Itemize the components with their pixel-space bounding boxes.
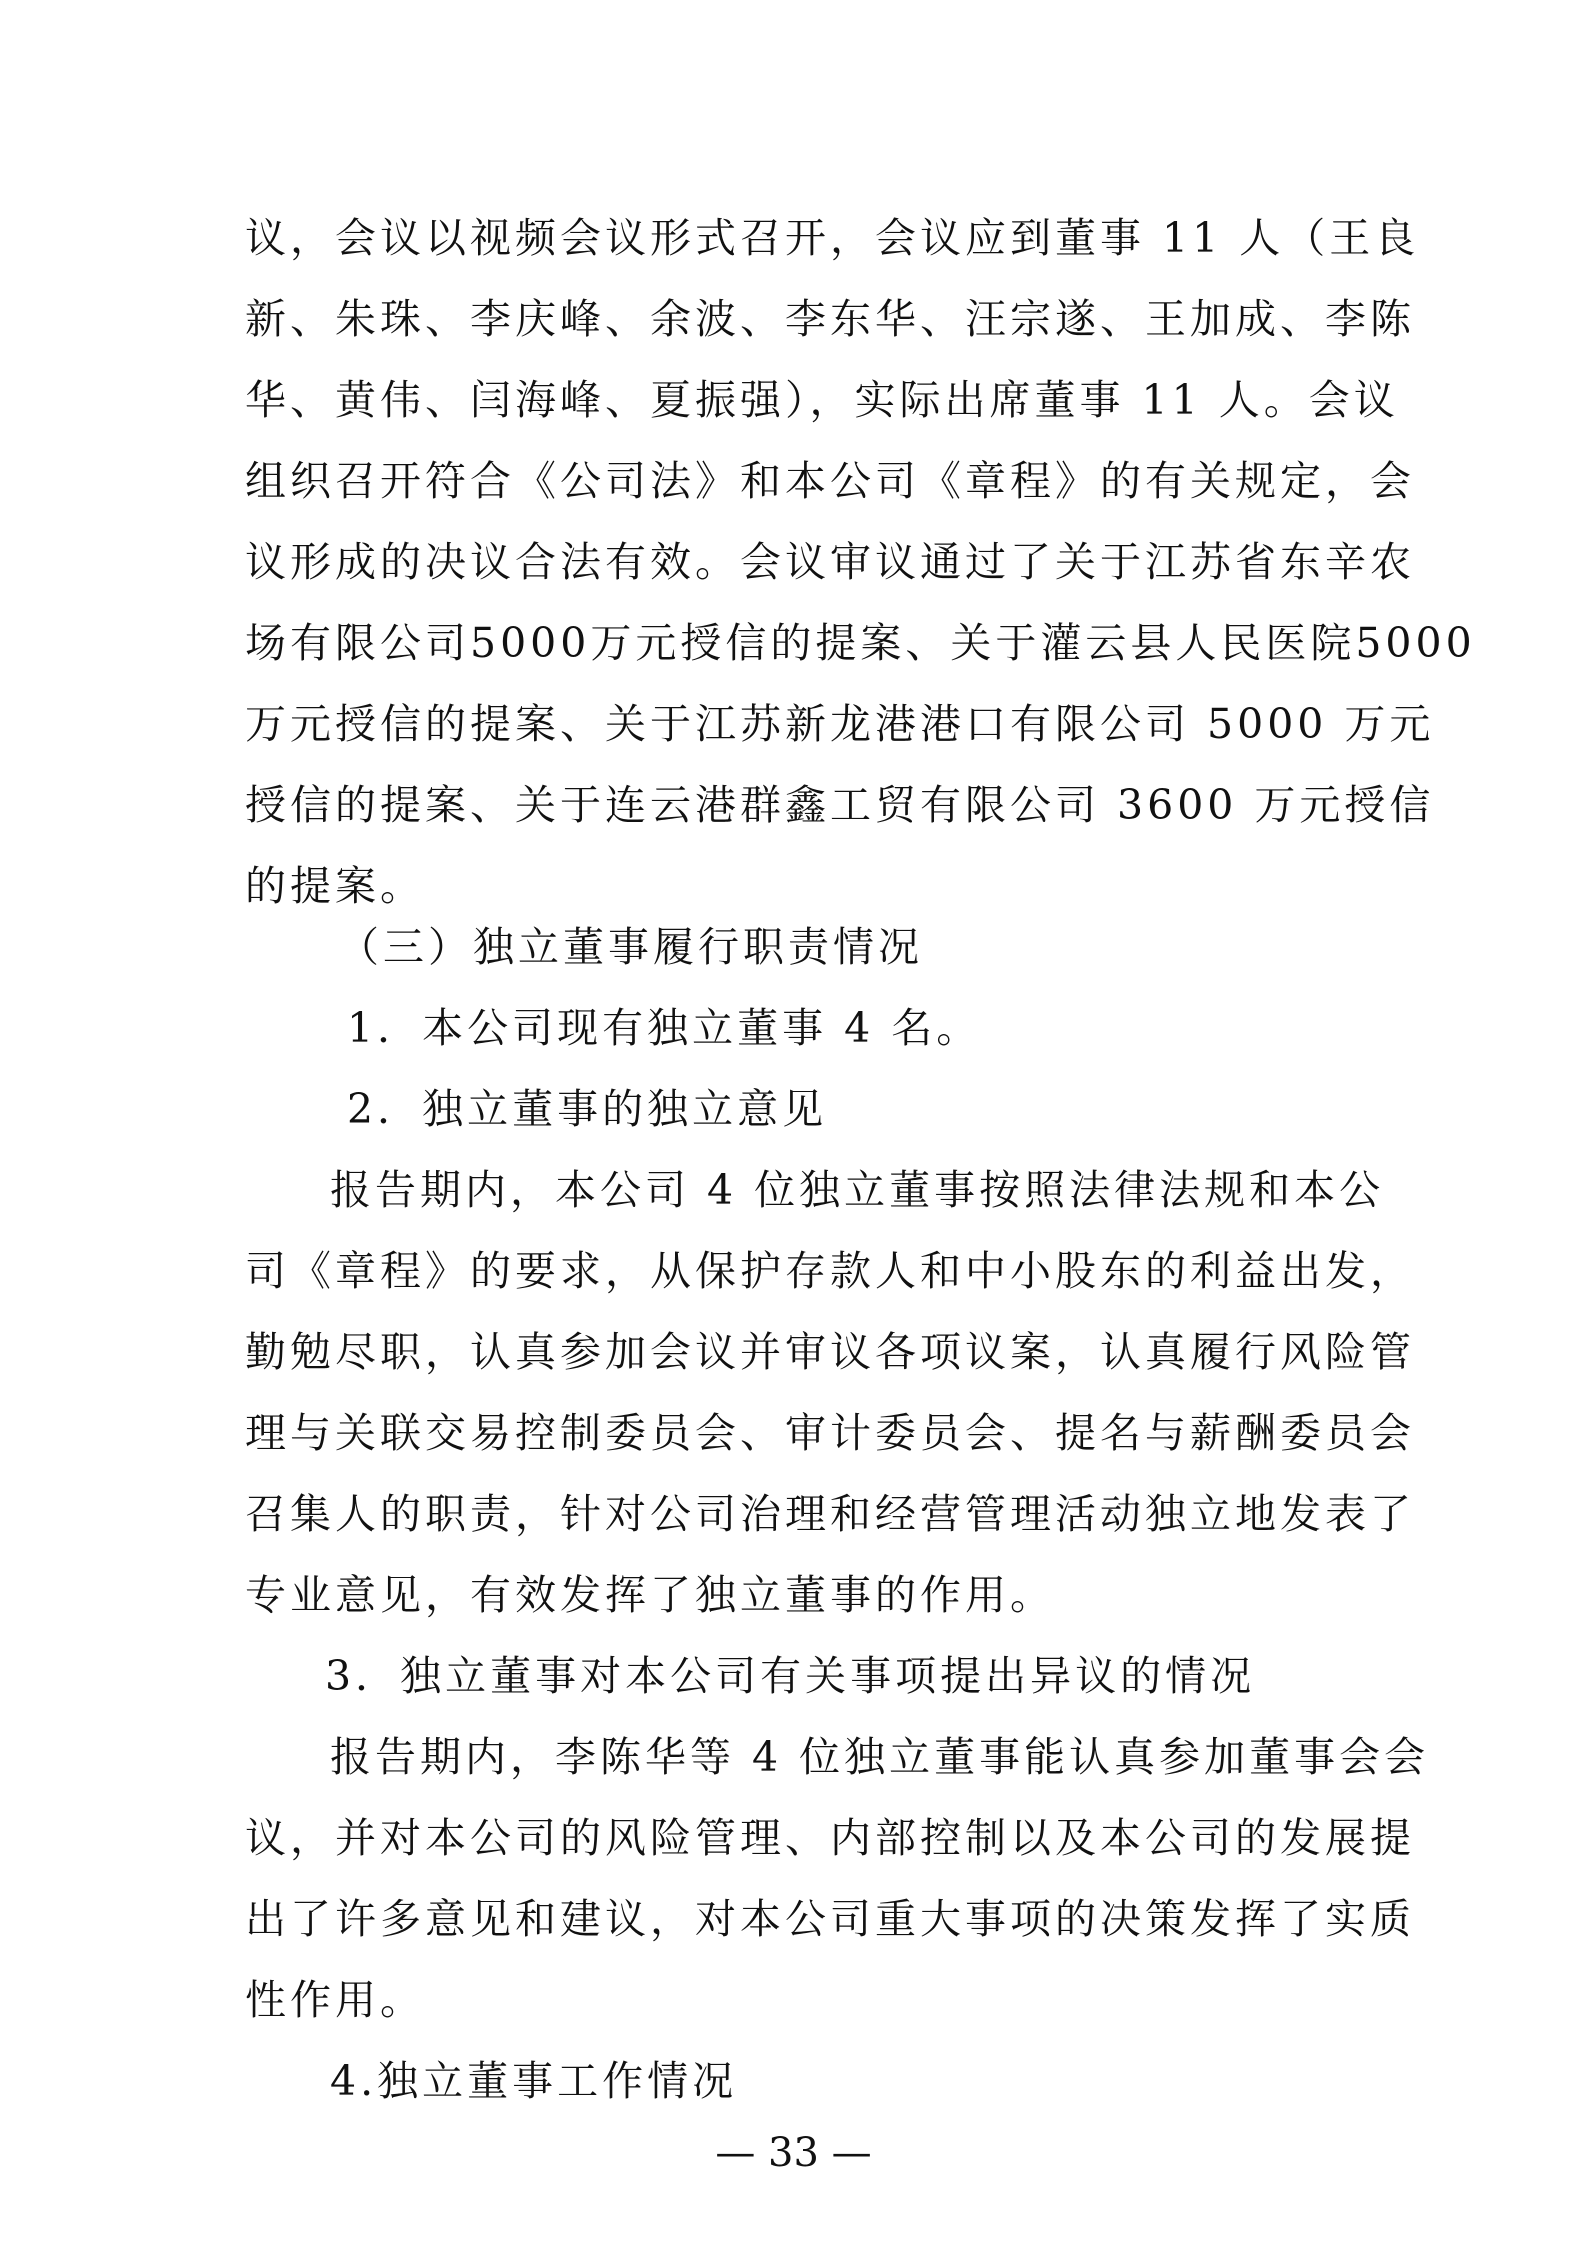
paragraph-1-line-2: 新、朱珠、李庆峰、余波、李东华、汪宗遂、王加成、李陈: [245, 295, 1415, 343]
paragraph-1-line-7: 万元授信的提案、关于江苏新龙港港口有限公司 5000 万元: [245, 700, 1435, 748]
paragraph-2-line-4: 理与关联交易控制委员会、审计委员会、提名与薪酬委员会: [245, 1409, 1415, 1457]
item-3: 3．独立董事对本公司有关事项提出异议的情况: [325, 1652, 1256, 1700]
page-number: — 33 —: [715, 2130, 872, 2176]
paragraph-2-line-2: 司《章程》的要求，从保护存款人和中小股东的利益出发，: [245, 1247, 1415, 1295]
paragraph-1-line-6: 场有限公司5000万元授信的提案、关于灌云县人民医院5000: [245, 619, 1476, 667]
paragraph-3-line-1: 报告期内，李陈华等 4 位独立董事能认真参加董事会会: [330, 1733, 1430, 1781]
paragraph-2-line-3: 勤勉尽职，认真参加会议并审议各项议案，认真履行风险管: [245, 1328, 1415, 1376]
paragraph-3-line-3: 出了许多意见和建议，对本公司重大事项的决策发挥了实质: [245, 1895, 1415, 1943]
item-1: 1．本公司现有独立董事 4 名。: [347, 1004, 982, 1052]
paragraph-3-line-2: 议，并对本公司的风险管理、内部控制以及本公司的发展提: [245, 1814, 1415, 1862]
paragraph-2-line-1: 报告期内，本公司 4 位独立董事按照法律法规和本公: [330, 1166, 1385, 1214]
section-heading: （三）独立董事履行职责情况: [338, 923, 923, 971]
paragraph-1-line-9: 的提案。: [245, 862, 425, 910]
paragraph-2-line-6: 专业意见，有效发挥了独立董事的作用。: [245, 1571, 1055, 1619]
item-2: 2．独立董事的独立意见: [347, 1085, 828, 1133]
item-4: 4.独立董事工作情况: [330, 2057, 738, 2105]
paragraph-2-line-5: 召集人的职责，针对公司治理和经营管理活动独立地发表了: [245, 1490, 1415, 1538]
paragraph-1-line-3: 华、黄伟、闫海峰、夏振强），实际出席董事 11 人。会议: [245, 376, 1399, 424]
paragraph-1-line-4: 组织召开符合《公司法》和本公司《章程》的有关规定，会: [245, 457, 1415, 505]
paragraph-1-line-1: 议，会议以视频会议形式召开，会议应到董事 11 人（王良: [245, 214, 1420, 262]
paragraph-1-line-5: 议形成的决议合法有效。会议审议通过了关于江苏省东辛农: [245, 538, 1415, 586]
paragraph-1-line-8: 授信的提案、关于连云港群鑫工贸有限公司 3600 万元授信: [245, 781, 1435, 829]
paragraph-3-line-4: 性作用。: [245, 1976, 425, 2024]
